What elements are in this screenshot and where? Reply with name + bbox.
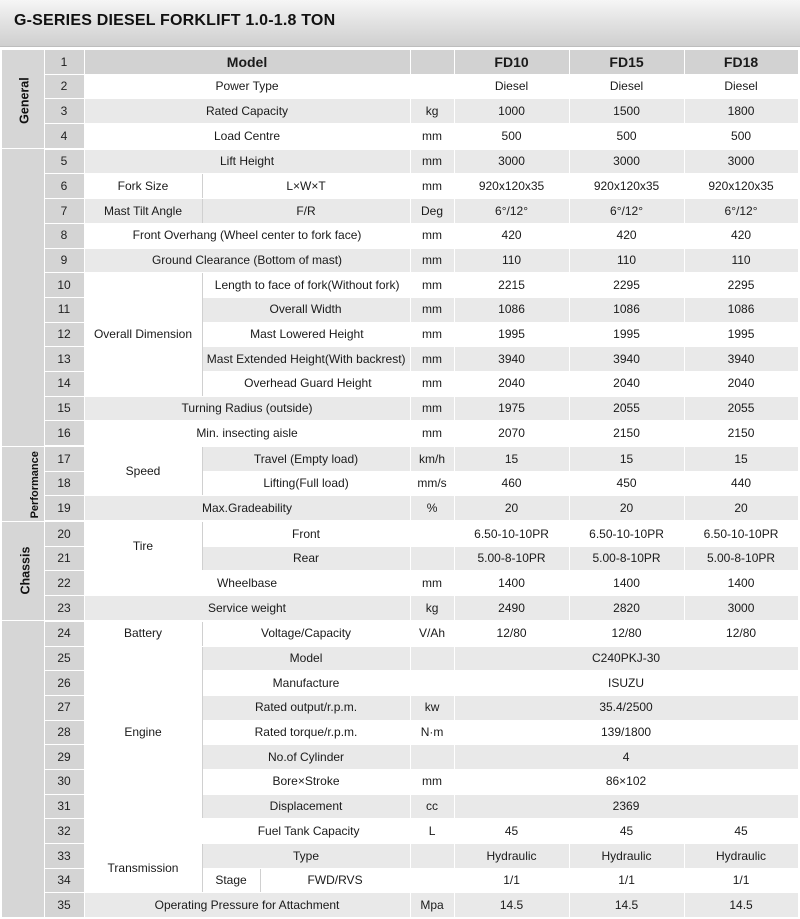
row-number: 26 <box>44 671 84 696</box>
row-number: 1 <box>44 50 84 74</box>
row-label: Rear <box>202 546 410 571</box>
value-fd15: 2055 <box>569 396 684 421</box>
value-fd15: 2040 <box>569 371 684 396</box>
section-performance: Performance <box>2 446 44 521</box>
row-label: Rated torque/r.p.m. <box>202 720 410 745</box>
value-fd10: 14.5 <box>454 893 569 918</box>
row-number: 32 <box>44 819 84 844</box>
table-row <box>2 621 798 646</box>
value-fd15: 1086 <box>569 297 684 322</box>
row-number: 17 <box>44 446 84 471</box>
row-unit: mm <box>410 347 454 372</box>
value-fd18: 12/80 <box>684 621 798 646</box>
group-tire: Tire <box>84 521 202 571</box>
value-fd18: 14.5 <box>684 893 798 918</box>
row-number: 22 <box>44 571 84 596</box>
value-fd18: 6.50-10-10PR <box>684 521 798 546</box>
row-unit <box>410 745 454 770</box>
value-fd18: 6°/12° <box>684 199 798 224</box>
value-fd18: 440 <box>684 471 798 496</box>
row-unit: mm <box>410 769 454 794</box>
row-number: 21 <box>44 546 84 571</box>
row-number: 14 <box>44 371 84 396</box>
table-row <box>2 74 798 99</box>
value-all: ISUZU <box>454 671 798 696</box>
row-label: Overhead Guard Height <box>202 371 410 396</box>
value-fd18: 3000 <box>684 596 798 621</box>
row-number: 31 <box>44 794 84 819</box>
value-fd10: 1000 <box>454 99 569 124</box>
table-row <box>2 819 798 844</box>
value-all: C240PKJ-30 <box>454 646 798 671</box>
row-label: Service weight <box>84 596 410 621</box>
row-number: 7 <box>44 199 84 224</box>
row-unit: mm/s <box>410 471 454 496</box>
model-fd15: FD15 <box>569 50 684 74</box>
row-unit: kw <box>410 695 454 720</box>
row-label: Max.Gradeability <box>84 496 410 521</box>
value-fd10: 920x120x35 <box>454 174 569 199</box>
value-all: 2369 <box>454 794 798 819</box>
value-all: 4 <box>454 745 798 770</box>
value-fd15: 110 <box>569 248 684 273</box>
table-row <box>2 571 798 596</box>
row-label: Voltage/Capacity <box>202 621 410 646</box>
value-fd18: 920x120x35 <box>684 174 798 199</box>
value-fd10: 5.00-8-10PR <box>454 546 569 571</box>
value-fd10: 6°/12° <box>454 199 569 224</box>
row-label: Ground Clearance (Bottom of mast) <box>84 248 410 273</box>
table-row <box>2 646 798 671</box>
value-fd15: 45 <box>569 819 684 844</box>
value-fd18: 1/1 <box>684 868 798 893</box>
row-unit: mm <box>410 248 454 273</box>
row-unit: km/h <box>410 446 454 471</box>
value-fd10: 2490 <box>454 596 569 621</box>
value-fd15: 2295 <box>569 273 684 298</box>
row-number: 33 <box>44 844 84 869</box>
row-unit: Deg <box>410 199 454 224</box>
row-unit: V/Ah <box>410 621 454 646</box>
row-unit <box>410 521 454 546</box>
table-row <box>2 496 798 521</box>
value-fd15: 14.5 <box>569 893 684 918</box>
table-row <box>2 421 798 446</box>
value-fd18: Diesel <box>684 74 798 99</box>
value-fd18: 3000 <box>684 149 798 174</box>
row-number: 8 <box>44 223 84 248</box>
group-engine: Engine <box>84 646 202 819</box>
section-general: General <box>2 50 44 149</box>
model-fd10: FD10 <box>454 50 569 74</box>
value-fd18: 1995 <box>684 322 798 347</box>
row-unit: mm <box>410 396 454 421</box>
row-number: 20 <box>44 521 84 546</box>
row-label: Wheelbase <box>84 571 410 596</box>
row-number: 27 <box>44 695 84 720</box>
row-label: Lift Height <box>84 149 410 174</box>
value-fd15: 6°/12° <box>569 199 684 224</box>
value-fd10: 20 <box>454 496 569 521</box>
value-fd10: 1400 <box>454 571 569 596</box>
value-fd10: 12/80 <box>454 621 569 646</box>
group-overall-dimension: Overall Dimension <box>84 273 202 396</box>
value-fd10: 1995 <box>454 322 569 347</box>
row-label: Power Type <box>84 74 410 99</box>
value-fd10: 110 <box>454 248 569 273</box>
row-label: Bore×Stroke <box>202 769 410 794</box>
value-fd18: 1400 <box>684 571 798 596</box>
value-fd18: 15 <box>684 446 798 471</box>
table-row <box>2 893 798 918</box>
row-number: 3 <box>44 99 84 124</box>
row-label: Length to face of fork(Without fork) <box>202 273 410 298</box>
value-fd18: 1086 <box>684 297 798 322</box>
value-fd10: 2215 <box>454 273 569 298</box>
value-fd18: 500 <box>684 124 798 149</box>
value-fd15: 6.50-10-10PR <box>569 521 684 546</box>
row-label: Displacement <box>202 794 410 819</box>
row-unit <box>410 74 454 99</box>
value-fd18: 20 <box>684 496 798 521</box>
row-label: Rated Capacity <box>84 99 410 124</box>
table-row <box>2 199 798 224</box>
row-label: F/R <box>202 199 410 224</box>
value-fd15: 12/80 <box>569 621 684 646</box>
row-unit <box>410 844 454 869</box>
row-label: Front Overhang (Wheel center to fork face) <box>84 223 410 248</box>
row-label: Travel (Empty load) <box>202 446 410 471</box>
table-row <box>2 273 798 298</box>
row-label: FWD/RVS <box>260 868 410 893</box>
value-fd10: 3940 <box>454 347 569 372</box>
row-unit: L <box>410 819 454 844</box>
row-number: 16 <box>44 421 84 446</box>
row-unit: mm <box>410 571 454 596</box>
value-fd18: Hydraulic <box>684 844 798 869</box>
row-number: 29 <box>44 745 84 770</box>
group-speed: Speed <box>84 446 202 496</box>
row-label: Turning Radius (outside) <box>84 396 410 421</box>
value-fd15: 1400 <box>569 571 684 596</box>
row-label: Front <box>202 521 410 546</box>
value-fd15: 15 <box>569 446 684 471</box>
value-fd10: 1975 <box>454 396 569 421</box>
row-number: 4 <box>44 124 84 149</box>
row-unit: mm <box>410 149 454 174</box>
row-number: 24 <box>44 621 84 646</box>
value-all: 139/1800 <box>454 720 798 745</box>
value-fd10: 2040 <box>454 371 569 396</box>
row-number: 10 <box>44 273 84 298</box>
value-fd10: 420 <box>454 223 569 248</box>
row-label: Mast Extended Height(With backrest) <box>202 347 410 372</box>
title-bar <box>0 0 800 47</box>
row-unit: mm <box>410 223 454 248</box>
value-fd10: 6.50-10-10PR <box>454 521 569 546</box>
row-unit: N·m <box>410 720 454 745</box>
row-unit <box>410 546 454 571</box>
row-unit: mm <box>410 273 454 298</box>
value-fd15: 20 <box>569 496 684 521</box>
value-fd18: 3940 <box>684 347 798 372</box>
unit-header <box>410 50 454 74</box>
value-fd15: 5.00-8-10PR <box>569 546 684 571</box>
value-fd10: 2070 <box>454 421 569 446</box>
model-header: Model <box>84 50 410 74</box>
table-row <box>2 124 798 149</box>
value-fd10: 45 <box>454 819 569 844</box>
row-number: 28 <box>44 720 84 745</box>
row-label: Rated output/r.p.m. <box>202 695 410 720</box>
group-stage: Stage <box>202 868 260 893</box>
row-number: 9 <box>44 248 84 273</box>
row-label: Min. insecting aisle <box>84 421 410 446</box>
table-row <box>2 446 798 471</box>
row-unit <box>410 868 454 893</box>
row-number: 12 <box>44 322 84 347</box>
table-row <box>2 174 798 199</box>
value-fd18: 110 <box>684 248 798 273</box>
value-fd18: 45 <box>684 819 798 844</box>
row-unit: Mpa <box>410 893 454 918</box>
row-unit: mm <box>410 322 454 347</box>
row-unit: mm <box>410 297 454 322</box>
value-fd15: 3940 <box>569 347 684 372</box>
row-number: 23 <box>44 596 84 621</box>
row-unit: mm <box>410 174 454 199</box>
header-row <box>2 50 798 74</box>
value-fd10: 460 <box>454 471 569 496</box>
value-fd15: 420 <box>569 223 684 248</box>
value-fd18: 2040 <box>684 371 798 396</box>
table-row <box>2 521 798 546</box>
row-unit: kg <box>410 99 454 124</box>
value-fd10: Hydraulic <box>454 844 569 869</box>
table-row <box>2 844 798 869</box>
value-all: 35.4/2500 <box>454 695 798 720</box>
value-fd15: 1500 <box>569 99 684 124</box>
value-fd15: 1995 <box>569 322 684 347</box>
row-label: Mast Lowered Height <box>202 322 410 347</box>
value-fd15: Hydraulic <box>569 844 684 869</box>
row-number: 19 <box>44 496 84 521</box>
row-label: Lifting(Full load) <box>202 471 410 496</box>
table-row <box>2 99 798 124</box>
table-row <box>2 596 798 621</box>
value-fd15: 3000 <box>569 149 684 174</box>
value-fd10: 15 <box>454 446 569 471</box>
value-fd15: Diesel <box>569 74 684 99</box>
row-unit <box>410 646 454 671</box>
page-title: G-SERIES DIESEL FORKLIFT 1.0-1.8 TON <box>14 12 336 29</box>
table-row <box>2 223 798 248</box>
row-unit: mm <box>410 124 454 149</box>
row-unit: mm <box>410 371 454 396</box>
value-fd15: 450 <box>569 471 684 496</box>
row-label: Load Centre <box>84 124 410 149</box>
row-number: 35 <box>44 893 84 918</box>
row-label: Operating Pressure for Attachment <box>84 893 410 918</box>
table-row <box>2 396 798 421</box>
value-fd15: 2820 <box>569 596 684 621</box>
row-number: 30 <box>44 769 84 794</box>
section-power <box>2 621 44 918</box>
row-number: 18 <box>44 471 84 496</box>
value-fd15: 2150 <box>569 421 684 446</box>
row-number: 11 <box>44 297 84 322</box>
value-fd10: 1/1 <box>454 868 569 893</box>
row-label: L×W×T <box>202 174 410 199</box>
row-unit <box>410 671 454 696</box>
value-fd15: 1/1 <box>569 868 684 893</box>
value-fd10: 3000 <box>454 149 569 174</box>
row-unit: % <box>410 496 454 521</box>
row-unit: mm <box>410 421 454 446</box>
row-number: 6 <box>44 174 84 199</box>
row-number: 13 <box>44 347 84 372</box>
value-fd18: 420 <box>684 223 798 248</box>
group-fork-size: Fork Size <box>84 174 202 199</box>
row-unit: cc <box>410 794 454 819</box>
value-fd10: Diesel <box>454 74 569 99</box>
value-fd18: 2055 <box>684 396 798 421</box>
row-number: 25 <box>44 646 84 671</box>
model-fd18: FD18 <box>684 50 798 74</box>
table-row <box>2 149 798 174</box>
row-label: Type <box>202 844 410 869</box>
value-fd15: 500 <box>569 124 684 149</box>
value-fd10: 500 <box>454 124 569 149</box>
row-label: Overall Width <box>202 297 410 322</box>
row-number: 5 <box>44 149 84 174</box>
row-unit: kg <box>410 596 454 621</box>
value-fd18: 1800 <box>684 99 798 124</box>
value-fd18: 5.00-8-10PR <box>684 546 798 571</box>
value-fd10: 1086 <box>454 297 569 322</box>
row-label: Fuel Tank Capacity <box>84 819 410 844</box>
group-battery: Battery <box>84 621 202 646</box>
row-label: Model <box>202 646 410 671</box>
row-label: No.of Cylinder <box>202 745 410 770</box>
row-label: Manufacture <box>202 671 410 696</box>
row-number: 2 <box>44 74 84 99</box>
row-number: 15 <box>44 396 84 421</box>
row-number: 34 <box>44 868 84 893</box>
section-characteristic <box>2 149 44 446</box>
value-fd15: 920x120x35 <box>569 174 684 199</box>
section-chassis: Chassis <box>2 521 44 621</box>
value-all: 86×102 <box>454 769 798 794</box>
value-fd18: 2295 <box>684 273 798 298</box>
table-row <box>2 248 798 273</box>
group-mast-tilt: Mast Tilt Angle <box>84 199 202 224</box>
value-fd18: 2150 <box>684 421 798 446</box>
group-transmission: Transmission <box>84 844 202 893</box>
spec-table <box>2 50 799 918</box>
